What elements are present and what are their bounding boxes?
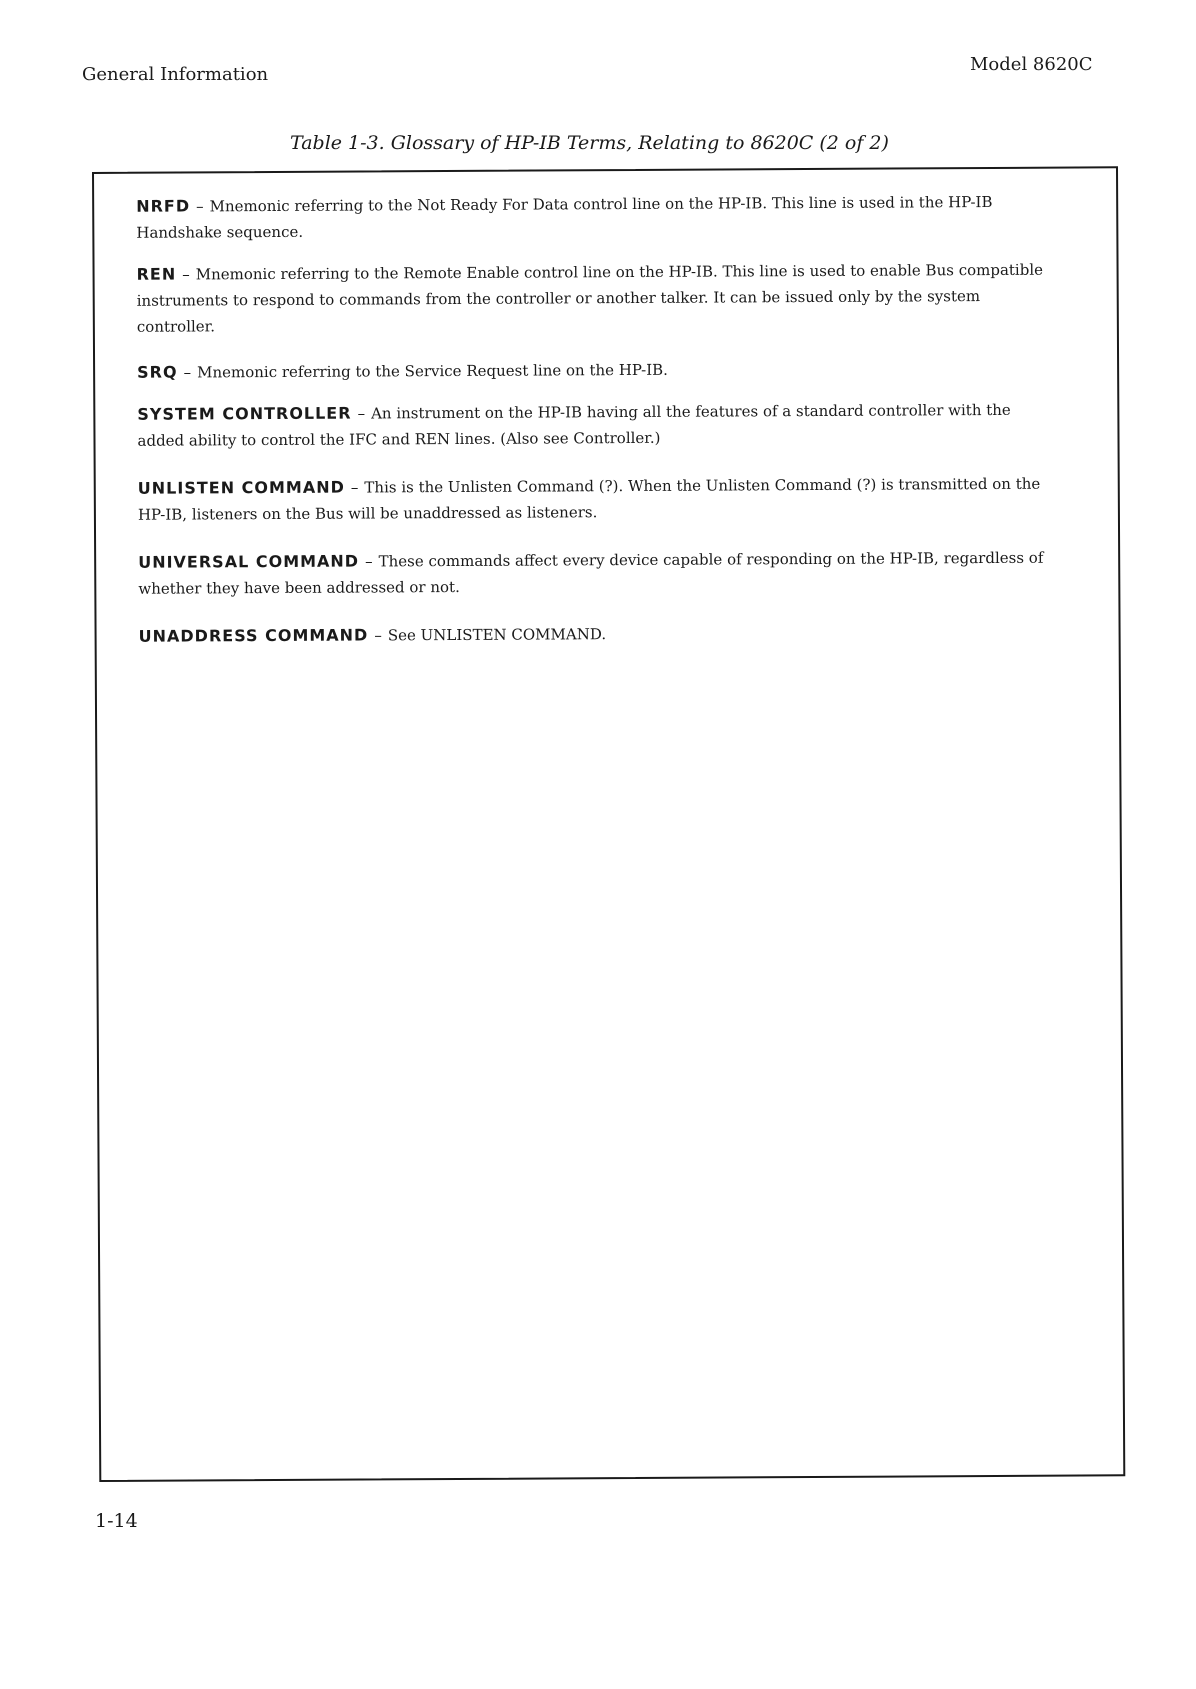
glossary-entry-nrfd bbox=[136, 189, 1056, 246]
term-separator: – bbox=[350, 478, 359, 497]
glossary-entry-ren bbox=[137, 257, 1057, 340]
table-title: Table 1-3. Glossary of HP-IB Terms, Relating to 8620C (2 of 2) bbox=[290, 132, 889, 154]
term-separator: – bbox=[183, 363, 192, 382]
glossary-entry-unlisten-command bbox=[138, 471, 1058, 528]
term-separator: – bbox=[374, 626, 382, 645]
glossary-term: SYSTEM CONTROLLER bbox=[137, 403, 352, 424]
glossary-entry-unaddress-command bbox=[139, 619, 1059, 650]
glossary-definition: Mnemonic referring to the Remote Enable control line on the HP-IB. This line is used to enable Bus compatible instruments to respond to commands from the controller or another talker. It can be issued only by the system controller. bbox=[136, 260, 1044, 336]
glossary-term: UNADDRESS COMMAND bbox=[138, 625, 369, 646]
glossary-entry-srq bbox=[137, 355, 1057, 386]
glossary-term: REN bbox=[136, 264, 177, 284]
glossary-definition: These commands affect every device capable of responding on the HP-IB, regardless of whether they have been addressed or not. bbox=[138, 548, 1044, 598]
term-separator: – bbox=[357, 404, 366, 423]
glossary-definition: An instrument on the HP-IB having all the features of a standard controller with the added ability to control the IFC and REN lines. (Also see Controller.) bbox=[137, 400, 1011, 450]
page-number: 1-14 bbox=[95, 1510, 138, 1532]
header-model-number: Model 8620C bbox=[970, 54, 1093, 75]
term-separator: – bbox=[196, 197, 204, 216]
term-separator: – bbox=[365, 552, 373, 571]
glossary-definition: Mnemonic referring to the Not Ready For Data control line on the HP-IB. This line is used in the HP-IB Handshake sequence. bbox=[136, 192, 993, 242]
header-section-title: General Information bbox=[82, 64, 269, 85]
glossary-entry-system-controller bbox=[137, 397, 1057, 454]
glossary-definition: Mnemonic referring to the Service Request line on the HP-IB. bbox=[197, 360, 668, 382]
glossary-term: UNIVERSAL COMMAND bbox=[138, 551, 360, 572]
term-separator: – bbox=[182, 265, 190, 284]
glossary-definition: See UNLISTEN COMMAND. bbox=[387, 625, 607, 645]
glossary-term: SRQ bbox=[137, 362, 178, 382]
glossary-term: NRFD bbox=[136, 196, 191, 216]
glossary-table bbox=[92, 166, 1125, 1482]
glossary-entry-universal-command bbox=[138, 545, 1058, 602]
glossary-definition: This is the Unlisten Command (?). When the Unlisten Command (?) is transmitted on the HP-IB, listeners on the Bus will be unaddressed as listeners. bbox=[137, 474, 1041, 524]
glossary-term: UNLISTEN COMMAND bbox=[137, 477, 345, 498]
